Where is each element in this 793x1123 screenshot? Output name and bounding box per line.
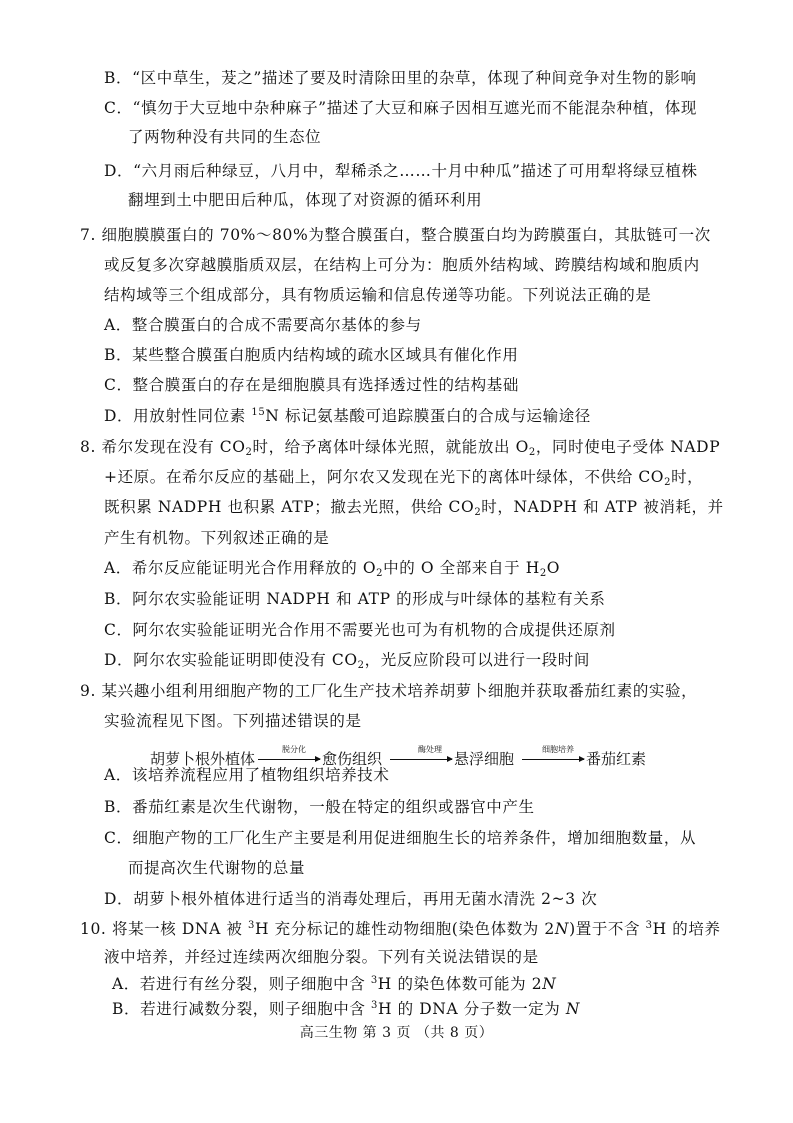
q8-l3-sub: 2 (474, 507, 482, 518)
q8-l2b: 时， (671, 468, 704, 486)
q8-stem-line1 (80, 436, 720, 458)
q10-l1c: )置于不含 (569, 920, 646, 938)
flow-label-enzyme: 酶处理 (418, 745, 442, 754)
q8-l1-sub1: 2 (245, 447, 253, 458)
q8-l2-sub: 2 (664, 477, 672, 488)
q10-b-a: B．若进行减数分裂，则子细胞中含 (112, 1000, 372, 1018)
q10-b-b: H 的 DNA 分子数一定为 (378, 1000, 566, 1018)
q8-option-a (104, 557, 560, 579)
q10-l1d: H 的培养 (652, 920, 721, 938)
q9-option-c-line1: C．细胞产物的工厂化生产主要是利用促进细胞生长的培养条件，增加细胞数量，从 (104, 829, 697, 847)
q8-l1-sub2: 2 (528, 447, 536, 458)
q8-l1b: 时，给予离体叶绿体光照，就能放出 O (252, 438, 529, 456)
flow-node-explant: 胡萝卜根外植体 (150, 750, 256, 768)
q7-option-d-pre: D．用放射性同位素 (104, 407, 252, 425)
q7-stem-line3: 结构域等三个组成部分，具有物质运输和信息传递等功能。下列说法正确的是 (104, 286, 652, 304)
q8-a-sub2: 2 (539, 568, 547, 579)
q10-option-a (112, 973, 556, 995)
q7-option-c: C．整合膜蛋白的存在是细胞膜具有选择透过性的结构基础 (104, 376, 519, 394)
flow-node-lycopene: 番茄红素 (586, 750, 647, 768)
q10-l1a: 10. 将某一核 DNA 被 (80, 920, 249, 938)
q8-option-d (104, 649, 590, 671)
q9-stem-line1: 9. 某兴趣小组利用细胞产物的工厂化生产技术培养胡萝卜细胞并获取番茄红素的实验， (80, 682, 698, 700)
q8-option-b: B．阿尔农实验能证明 NADPH 和 ATP 的形成与叶绿体的基粒有关系 (104, 590, 606, 608)
flow-arrow-3 (522, 759, 584, 760)
q10-stem-line1 (80, 918, 721, 940)
q10-a-sup: 3 (370, 975, 378, 986)
q6-option-d-line1: D．“六月雨后种绿豆，八月中，犁稀杀之……十月中种瓜”描述了可用犁将绿豆植株 (104, 162, 698, 180)
q7-option-d (104, 405, 591, 427)
page-footer: 高三生物 第 3 页 （共 8 页） (299, 1025, 494, 1041)
flow-arrow-1 (258, 759, 320, 760)
q10-l1-sup1: 3 (248, 920, 256, 931)
q8-d-a: D．阿尔农实验能证明即使没有 CO (104, 651, 358, 669)
flow-node-callus: 愈伤组织 (322, 750, 383, 768)
q9-option-c-line2: 而提高次生代谢物的总量 (128, 859, 306, 877)
q10-b-sup: 3 (371, 1000, 378, 1011)
q8-option-c: C．阿尔农实验能证明光合作用不需要光也可为有机物的合成提供还原剂 (104, 621, 616, 639)
q8-stem-line2 (104, 466, 703, 488)
q8-l3b: 时，NADPH 和 ATP 被消耗，并 (481, 498, 724, 516)
q7-option-d-post: N 标记氨基酸可追踪膜蛋白的合成与运输途径 (265, 407, 591, 425)
q10-l1b: H 充分标记的雄性动物细胞(染色体数为 2 (255, 920, 555, 938)
flow-label-dedifferentiation: 脱分化 (282, 745, 306, 754)
q9-stem-line2: 实验流程见下图。下列描述错误的是 (104, 712, 362, 730)
q8-a-b: 中的 O 全部来自于 H (383, 559, 540, 577)
q8-stem-line4: 产生有机物。下列叙述正确的是 (104, 529, 330, 547)
q6-option-d-line2: 翻埋到土中肥田后种瓜，体现了对资源的循环利用 (128, 191, 483, 209)
q10-a-N: N (542, 975, 557, 993)
q8-stem-line3 (104, 496, 724, 518)
q8-a-c: O (546, 559, 561, 577)
q8-d-sub: 2 (357, 660, 365, 671)
q6-option-c-line1: C．“慎勿于大豆地中杂种麻子”描述了大豆和麻子因相互遮光而不能混杂种植，体现 (104, 99, 698, 117)
flow-label-culture: 细胞培养 (542, 745, 574, 754)
q6-option-b: B．“区中草生，茇之”描述了要及时清除田里的杂草，体现了种间竞争对生物的影响 (104, 69, 697, 87)
q10-l1-sup2: 3 (645, 920, 653, 931)
q6-option-c-line2: 了两物种没有共同的生态位 (128, 128, 322, 146)
q10-a-a: A．若进行有丝分裂，则子细胞中含 (112, 975, 371, 993)
q8-l1a: 8. 希尔发现在没有 CO (80, 438, 246, 456)
flow-arrow-2 (390, 759, 452, 760)
q8-a-sub1: 2 (376, 568, 384, 579)
q10-b-N: N (565, 1000, 581, 1018)
q7-stem-line2: 或反复多次穿越膜脂质双层，在结构上可分为：胞质外结构域、跨膜结构域和胞质内 (104, 256, 700, 274)
q8-l2a: +还原。在希尔反应的基础上，阿尔农又发现在光下的离体叶绿体，不供给 CO (104, 468, 665, 486)
q10-option-b (112, 998, 580, 1020)
q7-option-a: A．整合膜蛋白的合成不需要高尔基体的参与 (104, 316, 422, 334)
q8-a-a: A．希尔反应能证明光合作用释放的 O (104, 559, 377, 577)
q9-option-a: A．该培养流程应用了植物组织培养技术 (104, 766, 390, 784)
q9-option-d: D．胡萝卜根外植体进行适当的消毒处理后，再用无菌水清洗 2~3 次 (104, 890, 598, 908)
q8-l3a: 既积累 NADPH 也积累 ATP；撤去光照，供给 CO (104, 498, 475, 516)
q7-option-b: B．某些整合膜蛋白胞质内结构域的疏水区域具有催化作用 (104, 346, 519, 364)
q10-l1-N: N (554, 920, 570, 938)
flow-node-suspension-cells: 悬浮细胞 (454, 750, 515, 768)
q7-isotope-mass: 15 (251, 407, 266, 418)
q7-stem-line1: 7. 细胞膜膜蛋白的 70%～80%为整合膜蛋白，整合膜蛋白均为跨膜蛋白，其肽链可一次 (80, 226, 711, 244)
q8-d-b: ，光反应阶段可以进行一段时间 (364, 651, 590, 669)
q9-option-b: B．番茄红素是次生代谢物，一般在特定的组织或器官中产生 (104, 798, 535, 816)
q10-a-b: H 的染色体数可能为 2 (377, 975, 543, 993)
q8-l1c: ，同时使电子受体 NADP (535, 438, 721, 456)
q10-stem-line2: 液中培养，并经过连续两次细胞分裂。下列有关说法错误的是 (104, 948, 539, 966)
